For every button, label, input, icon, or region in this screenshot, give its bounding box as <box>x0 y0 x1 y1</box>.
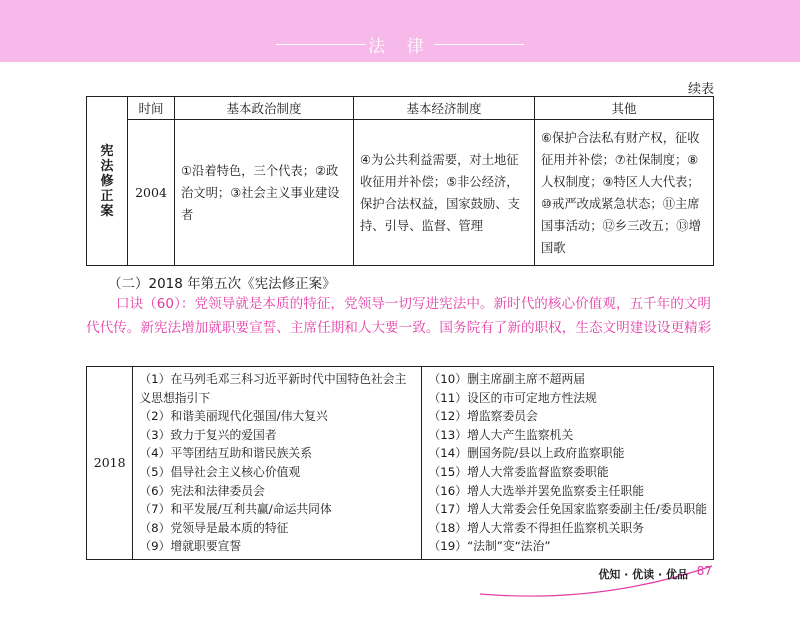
right-items-cell <box>422 367 714 560</box>
row-label-char: 案 <box>100 203 114 219</box>
list-item: （16）增人大选举并罢免监察委主任职能 <box>428 483 645 498</box>
header-time: 时间 <box>128 97 175 120</box>
year-cell: 2004 <box>128 120 175 266</box>
header-other: 其他 <box>535 97 714 120</box>
year-cell: 2018 <box>87 367 133 560</box>
row-label-char: 修 <box>100 173 114 189</box>
left-items-cell <box>133 367 422 560</box>
list-item: （15）增人大常委监督监察委职能 <box>428 464 609 479</box>
header-political: 基本政治制度 <box>175 97 354 120</box>
list-item: （8）党领导是最本质的特征 <box>139 520 289 535</box>
list-item: （2）和谐美丽现代化强国/伟大复兴 <box>139 409 328 424</box>
list-item: （14）删国务院/县以上政府监察职能 <box>428 446 625 461</box>
list-item: （1）在马列毛邓三科习近平新时代中国特色社会主义思想指引下 <box>139 372 407 405</box>
list-item: （4）平等团结互助和谐民族关系 <box>139 446 313 461</box>
page-number: 87 <box>696 564 712 578</box>
list-item: （10）删主席副主席不超两届 <box>428 372 586 386</box>
amendment-2018-table <box>86 366 714 560</box>
list-item: （6）宪法和法律委员会 <box>139 483 265 498</box>
list-item: （13）增人大产生监察机关 <box>428 427 574 442</box>
row-label-char: 宪 <box>100 143 114 159</box>
section-heading: （二）2018 年第五次《宪法修正案》 <box>108 276 336 292</box>
header-economic: 基本经济制度 <box>354 97 535 120</box>
row-label-cell <box>87 97 128 266</box>
continued-label: 续表 <box>687 82 714 97</box>
table-row <box>87 120 714 266</box>
amendment-2004-table <box>86 96 714 266</box>
row-label-char: 法 <box>100 158 114 174</box>
mnemonic-text: 口诀（60）：党领导就是本质的特征，党领导一切写进宪法中。新时代的核心价值观，五千年的文明代代传。新宪法增加就职要宣誓、主席任期和人大要一致。国务院有了新的职权，生态文明建设设更精彩 <box>86 296 712 336</box>
list-item: （5）倡导社会主义核心价值观 <box>139 464 301 479</box>
political-cell: ①沿着特色，三个代表；②政治文明；③社会主义事业建设者 <box>175 120 354 266</box>
list-item: （18）增人大常委不得担任监察机关职务 <box>428 520 645 535</box>
list-item: （9）增就职要宣誓 <box>139 539 242 554</box>
other-cell: ⑥保护合法私有财产权，征收征用并补偿；⑦社保制度；⑧人权制度；⑨特区人大代表；⑩戒严改成紧急状态；⑪主席国事活动；⑫乡三改五；⑬增国歌 <box>535 120 714 266</box>
footer-tagline: 优知 · 优读 · 优品 <box>598 568 688 581</box>
row-label-char: 正 <box>100 188 114 204</box>
economic-cell: ④为公共利益需要，对土地征收征用并补偿；⑤非公经济，保护合法权益，国家鼓励、支持、引导、监督、管理 <box>354 120 535 266</box>
list-item: （3）致力于复兴的爱国者 <box>139 427 277 442</box>
list-item: （11）设区的市可定地方性法规 <box>428 390 597 405</box>
table-row <box>87 367 714 560</box>
list-item: （17）增人大常委会任免国家监察委副主任/委员职能 <box>428 502 707 517</box>
list-item: （7）和平发展/互利共赢/命运共同体 <box>139 502 332 517</box>
page-title: 法 律 <box>368 37 432 57</box>
table-header-row <box>87 97 714 120</box>
list-item: （19）“法制”变“法治” <box>428 539 551 554</box>
list-item: （12）增监察委员会 <box>428 409 538 424</box>
